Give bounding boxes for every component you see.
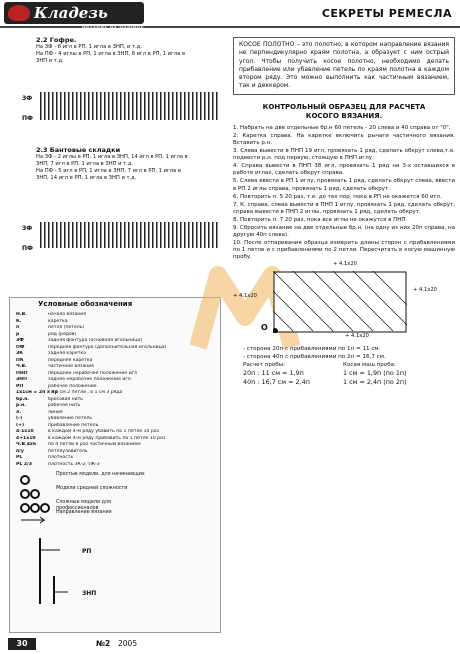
legend-symbol: 4-1х10 bbox=[16, 429, 34, 434]
legend-meaning: по 4 петли 6 раз частичным вязанием bbox=[48, 442, 141, 447]
legend-meaning: передняя фонтура (дополнительная игольница) bbox=[48, 344, 167, 350]
legend-symbol: ЗК bbox=[16, 351, 24, 356]
legend-meaning: - в 1 см 2 петли , в 1 см 3 ряда bbox=[48, 390, 123, 395]
side-measurement: - сторона 20п с прибавлениями по 1п = 11 см. bbox=[243, 346, 381, 353]
legend-rows bbox=[16, 312, 216, 468]
legend-symbol: ЗНП bbox=[16, 377, 27, 382]
complexity-medium: Модели средней сложности bbox=[56, 486, 128, 491]
legend-meaning: прибавление петель bbox=[48, 422, 99, 428]
issue-number: №2 bbox=[96, 639, 111, 648]
steps-list bbox=[233, 125, 455, 262]
legend-symbol: ПФ bbox=[16, 344, 25, 350]
legend-row bbox=[16, 462, 216, 469]
side-measurement: - сторона 40п с прибавлениями по 2п = 16,7 см. bbox=[243, 354, 386, 361]
logo-text: Кладезь bbox=[34, 4, 108, 22]
calc-value: 1 см = 2,4п (по 2п) bbox=[343, 378, 407, 387]
legend-meaning: плотность ЗК-2, ПК-3 bbox=[48, 461, 100, 467]
legend-symbol: 1х1см = 2п х 3р bbox=[16, 390, 58, 395]
legend-meaning: петля (петель) bbox=[48, 325, 85, 330]
section-gofre-line: На ПФ - 4 иглы в РП, 1 игла в ЗНП, 8 игл в РП, 1 игла в bbox=[36, 51, 186, 57]
page-number: 30 bbox=[8, 638, 36, 650]
legend-symbol: п/у bbox=[16, 448, 24, 454]
page-footer bbox=[0, 636, 460, 654]
calc-value: 20п : 11 см = 1,9п bbox=[243, 369, 304, 378]
calc-header: Расчет пробы: bbox=[243, 362, 286, 369]
legend-symbol: ПК bbox=[16, 357, 24, 363]
step-item: 4. Справа вывести в ПНП 38 игл, провязать 1 ряд на 3-х оставшихся в работе иглах, сделать обкрут справа. bbox=[233, 163, 455, 177]
step-item: 10. После отпаривания образца измерить длины сторон с прибавлениями по 1 петле и с прибавлениями по 2 петли. Пересчитать в косую машинную пробу. bbox=[233, 240, 455, 261]
magazine-logo bbox=[4, 2, 144, 29]
calc-row bbox=[243, 369, 455, 378]
legend-symbol: р bbox=[16, 331, 20, 337]
legend-meaning: заднее нерабочее положение игл bbox=[48, 377, 131, 382]
legend-meaning: передняя каретка bbox=[48, 357, 93, 363]
legend-symbol: ЗФ bbox=[16, 338, 24, 343]
legend-meaning: задняя каретка bbox=[48, 351, 87, 356]
legend-symbol: л. bbox=[16, 409, 22, 415]
legend-meaning: рабочая нить bbox=[48, 403, 81, 408]
legend-meaning: плотность bbox=[48, 455, 74, 460]
origin-label: O bbox=[261, 323, 268, 333]
step-item: 2. Каретка справа. На каретке включить рычаги частичного вязания. Вставить р.н. bbox=[233, 132, 455, 146]
complexity-circles-icon bbox=[18, 474, 52, 524]
label-pf: ПФ bbox=[22, 115, 33, 122]
sample-parallelogram bbox=[273, 271, 407, 333]
calc-value: 1 см = 1,9п (по 1п) bbox=[343, 369, 407, 378]
legend-meaning: линия bbox=[48, 409, 63, 415]
needle-position-icon bbox=[30, 536, 70, 606]
control-sample-title bbox=[233, 103, 455, 121]
label-znp: ЗНП bbox=[82, 590, 97, 597]
legend-symbol: Ч.В. bbox=[16, 364, 27, 369]
step-item: 9. Сбросить вязание на две отдельные бр.н. (на одну из них 20п справа, на другую 40п слева). bbox=[233, 225, 455, 239]
legend-symbol: (+) bbox=[16, 422, 25, 428]
legend-meaning: убавление петель bbox=[48, 416, 93, 421]
step-item: 6. Повторить п. 5 20 раз, т.е. до тех пор, пока в РП не окажется 60 игл. bbox=[233, 193, 442, 200]
legend-symbol: р.н. bbox=[16, 403, 26, 408]
needle-diagram-gofre bbox=[40, 92, 220, 120]
intro-box bbox=[233, 37, 455, 95]
legend-meaning: петлеуловитель bbox=[48, 448, 88, 454]
complexity-simple: Простые модели, для начинающих bbox=[56, 472, 145, 477]
logo-subtitle: ВЯЗАНИЕ НА МАШИНЕ bbox=[82, 24, 144, 29]
control-sample-title-line: КОНТРОЛЬНЫЙ ОБРАЗЕЦ ДЛЯ РАСЧЕТА bbox=[262, 102, 426, 111]
dim-bottom: + 4.1x20 bbox=[345, 333, 369, 340]
knitting-direction: Направление вязания bbox=[56, 510, 112, 515]
logo-emblem-icon bbox=[8, 5, 30, 21]
section-bant-line: На ПФ - 5 игл в РП, 1 игла в ЗНП, 7 игл в РП, 1 игла в bbox=[36, 168, 181, 174]
label-pf: ПФ bbox=[22, 245, 33, 252]
section-gofre-line: На ЗФ - 8 игл в РП, 1 игла в ЗНП, и т.д. bbox=[36, 44, 142, 50]
legend-symbol: ПНП bbox=[16, 370, 28, 376]
section-gofre-line: ЗНП и т.д. bbox=[36, 58, 64, 64]
legend-symbol: PL bbox=[16, 455, 23, 460]
complexity-labels bbox=[56, 472, 146, 516]
legend-meaning: начало вязания bbox=[48, 312, 87, 317]
section-bant-line: На ЗФ - 2 иглы в РП, 1 игла в ЗНП, 14 игл в РП, 1 игла в bbox=[36, 154, 188, 160]
needle-diagram-bant bbox=[40, 222, 220, 248]
legend-symbol: 4+1х10 bbox=[16, 435, 36, 441]
label-zf: ЗФ bbox=[22, 225, 33, 232]
label-zf: ЗФ bbox=[22, 95, 33, 102]
sample-diagram bbox=[233, 263, 455, 339]
legend-title: Условные обозначения bbox=[38, 300, 133, 308]
section-title: СЕКРЕТЫ РЕМЕСЛА bbox=[321, 7, 452, 20]
legend-meaning: частичное вязание bbox=[48, 364, 95, 369]
legend-meaning: задняя фонтура (основная игольница) bbox=[48, 338, 143, 343]
legend-meaning: в каждом 4-м ряду прибавить по 1 петле 10 раз bbox=[48, 435, 166, 441]
calc-row bbox=[243, 361, 455, 369]
legend-symbol: (-) bbox=[16, 416, 23, 421]
control-sample-title-line: КОСОГО ВЯЗАНИЯ. bbox=[305, 111, 383, 120]
calc-header: Косая маш.проба: bbox=[343, 362, 396, 369]
calc-row bbox=[243, 378, 455, 387]
legend-symbol: п bbox=[16, 325, 20, 330]
legend-symbol: Ч.В.4х6 bbox=[16, 442, 37, 447]
legend-meaning: рабочее положение bbox=[48, 383, 97, 389]
section-bant bbox=[36, 146, 226, 182]
legend-symbol: К. bbox=[16, 318, 22, 324]
section-bant-line: ЗНП, 7 игл в РП, 1 игла в ЗНП и т.д. bbox=[36, 161, 134, 167]
intro-text: КОСОЕ ПОЛОТНО – это полотно, в котором направление вязания не перпендикулярно краям полотна, а образует с ним острый угол. Чтобы получить косое полотно, необходимо делать прибавление или убавление петель по краям полотна в каждом втором ряду. Это можно выполнить как частичным вязанием, так и деккером. bbox=[239, 41, 449, 90]
calc-block bbox=[233, 345, 455, 387]
calc-value: 40п : 16,7 см = 2,4п bbox=[243, 378, 310, 387]
legend-meaning: переднее нерабочее положение игл bbox=[48, 370, 138, 376]
legend-symbol: PL 2/3 bbox=[16, 461, 32, 467]
dim-right: + 4.1x20 bbox=[413, 287, 437, 294]
article-column bbox=[233, 37, 455, 387]
legend-symbol: РП bbox=[16, 383, 24, 389]
issue-year: 2005 bbox=[118, 639, 138, 648]
legend-symbol: бр.н. bbox=[16, 396, 30, 402]
legend-symbol: Н.В. bbox=[16, 312, 27, 317]
section-bant-line: ЗНП, 14 игл в РП, 1 игла в ЗНП и т.д. bbox=[36, 175, 137, 181]
section-gofre-title: 2.2 Гофре. bbox=[36, 36, 77, 44]
label-rp: РП bbox=[82, 548, 92, 555]
legend-meaning: ряд (рядов) bbox=[48, 331, 77, 337]
page-header bbox=[0, 0, 460, 28]
step-item: 1. Набрать на две отдельные бр.н 60 петель - 20 слева и 40 справа от "0". bbox=[233, 124, 451, 131]
complexity-hard: Сложные модели для профессионалов bbox=[56, 500, 111, 511]
step-item: 5. Слева ввести в РП 1 иглу, провязать 1 ряд, сделать обкрут слева, ввести в РП 2 иглы справа, провязать 1 ряд, сделать обкрут. bbox=[233, 178, 455, 192]
dim-left: + 4.1x20 bbox=[233, 293, 257, 300]
section-bant-title: 2.3 Бантовые складки bbox=[36, 146, 121, 154]
legend-meaning: каретка bbox=[48, 318, 68, 324]
step-item: 8. Повторить п. 7 20 раз, пока все иглы не окажутся в ПНП. bbox=[233, 216, 408, 223]
section-gofre bbox=[36, 36, 226, 65]
legend-meaning: бросовая нить bbox=[48, 396, 84, 402]
legend-meaning: в каждом 4-м ряду убавить по 1 петле 10 раз bbox=[48, 429, 160, 434]
step-item: 7. К. справа, слева вывести в ПНП 1 иглу, провязать 1 ряд, сделать обкрут, справа вывести в ПНП 2 иглы, провязать 1 ряд, сделать обкрут. bbox=[233, 201, 455, 215]
complexity-icons bbox=[18, 474, 52, 528]
dim-top: + 4.1x20 bbox=[333, 261, 357, 268]
step-item: 3. Слева вывести в ПНП 19 игл, провязать 1 ряд, сделать обкрут слева,т.е. подвести р.н. под первую, стоящую в ПНП иглу. bbox=[233, 148, 455, 162]
